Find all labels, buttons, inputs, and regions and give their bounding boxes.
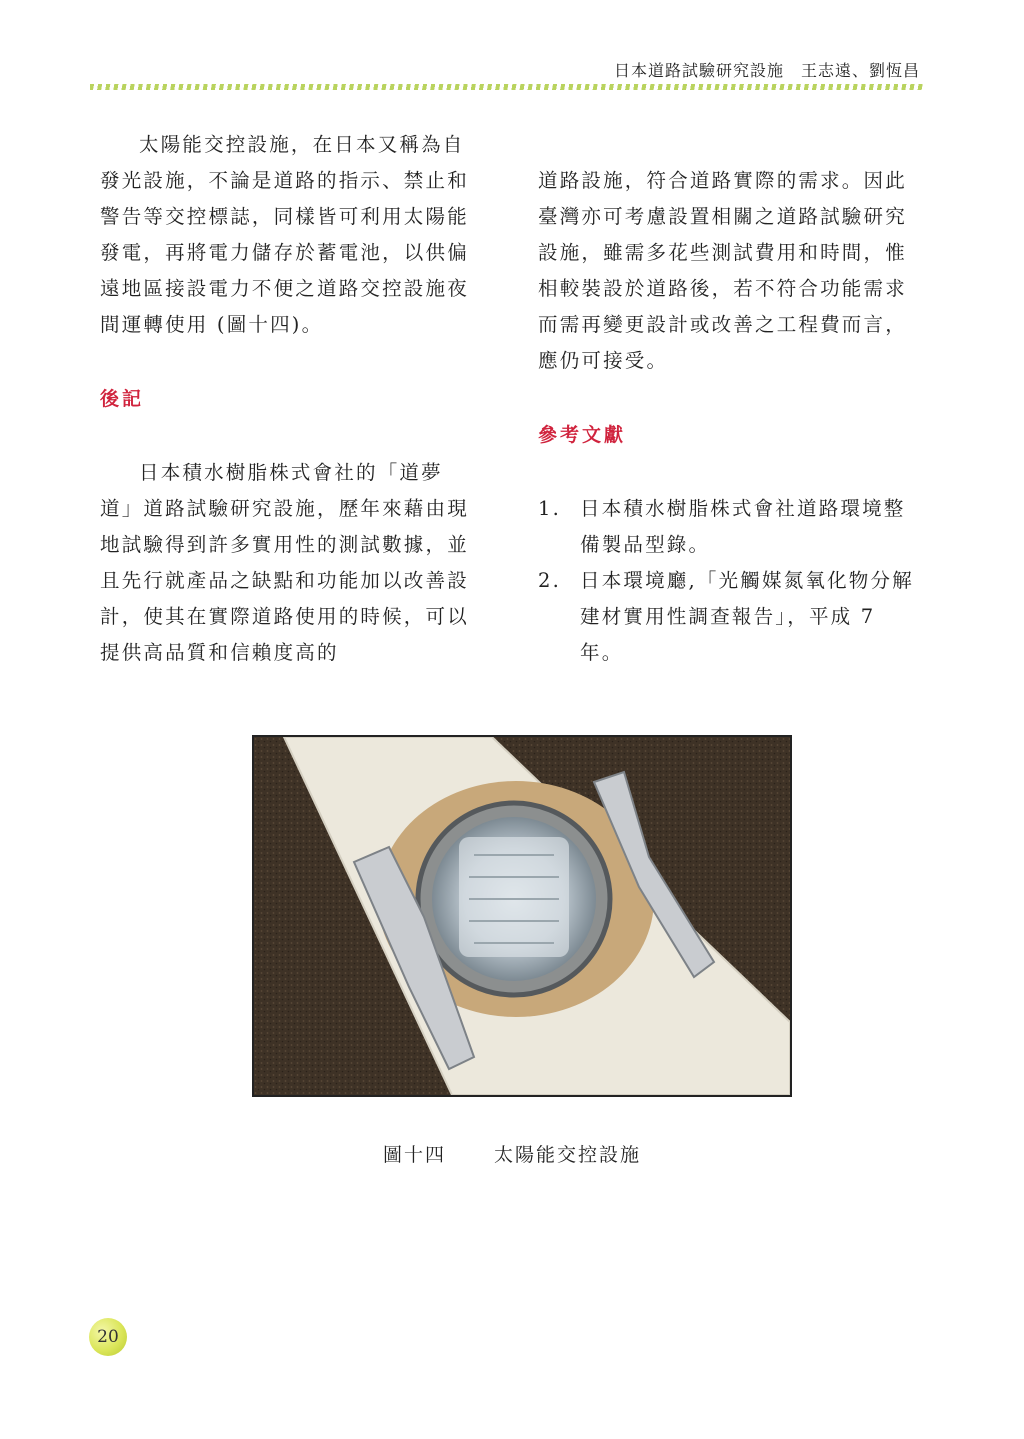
paragraph-solar-traffic-control: 太陽能交控設施，在日本又稱為自發光設施，不論是道路的指示、禁止和警告等交控標誌，同樣皆可利用太陽能發電，再將電力儲存於蓄電池，以供偏遠地區接設電力不便之道路交控設施夜間運轉使用 (圖十四)。 [100,133,469,336]
reference-item [538,491,914,563]
page-number-badge: 20 [89,1318,127,1356]
reference-item [538,563,914,671]
header-divider [90,84,924,90]
reference-list [538,491,914,671]
reference-text: 日本環境廳,「光觸媒氮氧化物分解建材實用性調查報告」，平成 7 年。 [580,569,914,664]
section-heading-references: 參考文獻 [538,424,627,446]
paragraph-conclusion: 道路設施，符合道路實際的需求。因此臺灣亦可考慮設置相關之道路試驗研究設施，雖需多花些測試費用和時間，惟相較裝設於道路後，若不符合功能需求而需再變更設計或改善之工程費而言，應仍可接受。 [538,169,907,372]
reference-number: 1. [538,497,562,520]
reference-text: 日本積水樹脂株式會社道路環境整備製品型錄。 [580,497,906,556]
figure-caption-text: 太陽能交控設施 [494,1144,642,1166]
header-title: 日本道路試驗研究設施 王志遠、劉恆昌 [613,61,920,80]
figure-caption [0,1140,1024,1167]
reference-number: 2. [538,569,562,592]
left-column [100,127,476,671]
right-column [538,163,914,671]
figure-caption-label: 圖十四 [382,1144,446,1166]
section-heading-afterword: 後記 [100,388,145,410]
paragraph-afterword: 日本積水樹脂株式會社的「道夢道」道路試驗研究設施，歷年來藉由現地試驗得到許多實用性的測試數據，並且先行就產品之缺點和功能加以改善設計，使其在實際道路使用的時候，可以提供高品質和信賴度高的 [100,461,469,664]
figure-photo-solar-road-stud [252,735,792,1097]
